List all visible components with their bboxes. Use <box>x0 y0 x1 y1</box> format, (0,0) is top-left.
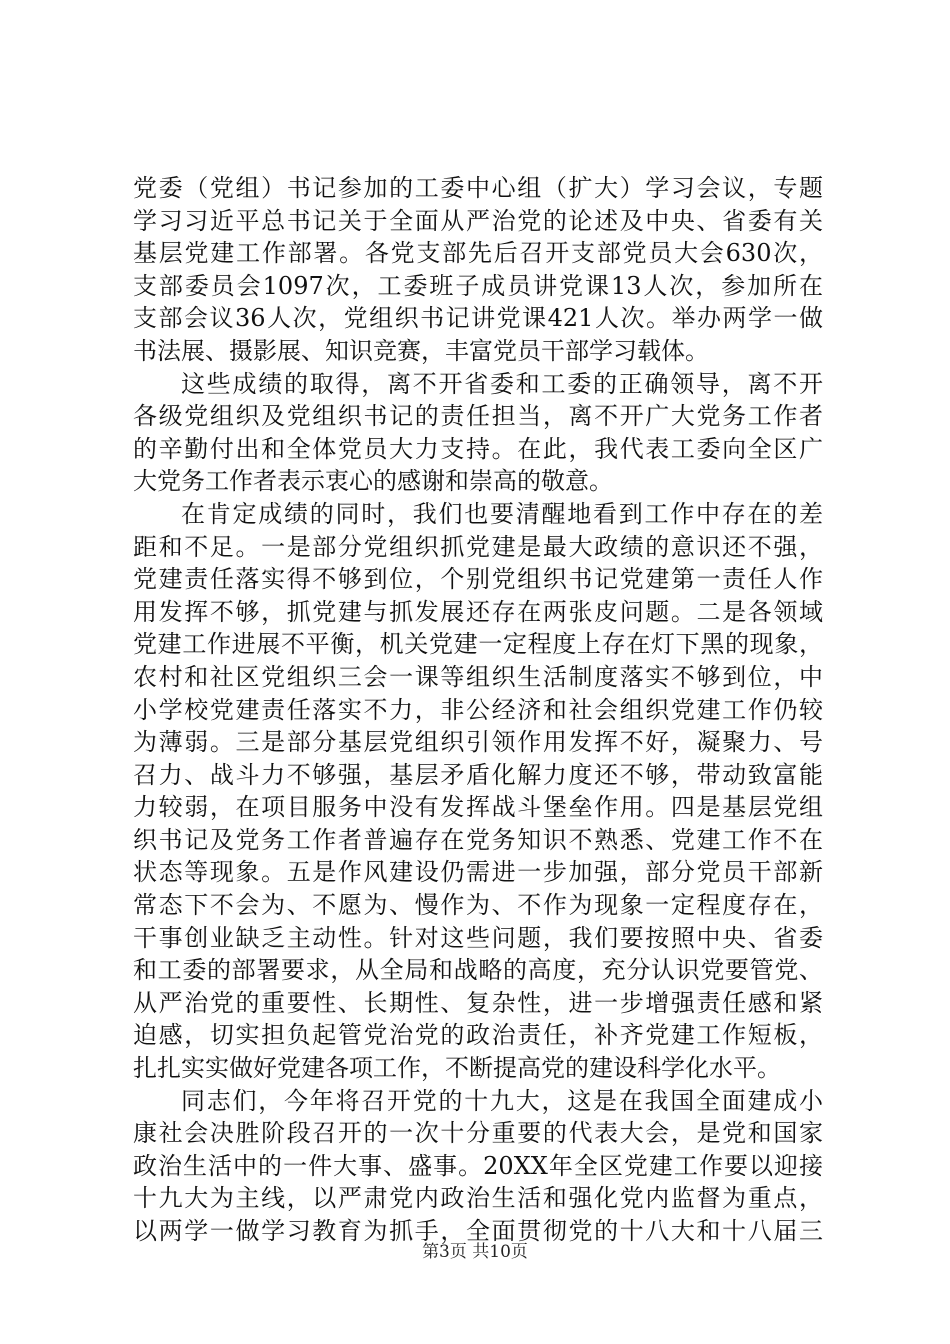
text-line: 学习习近平总书记关于全面从严治党的论述及中央、省委有关 <box>133 206 823 235</box>
text-line: 这些成绩的取得，离不开省委和工委的正确领导，离不开 <box>181 369 823 398</box>
text-line: 十九大为主线，以严肃党内政治生活和强化党内监督为重点， <box>133 1184 823 1213</box>
text-line: 康社会决胜阶段召开的一次十分重要的代表大会，是党和国家 <box>133 1119 823 1148</box>
text-line: 召力、战斗力不够强，基层矛盾化解力度还不够，带动致富能 <box>133 760 823 789</box>
text-line: 常态下不会为、不愿为、慢作为、不作为现象一定程度存在， <box>133 891 823 920</box>
text-line: 为薄弱。三是部分基层党组织引领作用发挥不好，凝聚力、号 <box>133 728 823 757</box>
text-line: 党建工作进展不平衡，机关党建一定程度上存在灯下黑的现象， <box>133 630 823 659</box>
paragraph-2 <box>133 368 823 498</box>
text-line: 距和不足。一是部分党组织抓党建是最大政绩的意识还不强， <box>133 532 823 561</box>
text-line: 的辛勤付出和全体党员大力支持。在此，我代表工委向全区广 <box>133 434 823 463</box>
text-line: 和工委的部署要求，从全局和战略的高度，充分认识党要管党、 <box>133 956 823 985</box>
text-line: 政治生活中的一件大事、盛事。20XX年全区党建工作要以迎接 <box>133 1151 823 1180</box>
paragraph-1 <box>133 172 823 368</box>
text-line: 力较弱，在项目服务中没有发挥战斗堡垒作用。四是基层党组 <box>133 793 823 822</box>
text-line: 支部会议36人次，党组织书记讲党课421人次。举办两学一做 <box>133 304 823 333</box>
text-line: 用发挥不够，抓党建与抓发展还存在两张皮问题。二是各领域 <box>133 597 823 626</box>
text-line: 同志们，今年将召开党的十九大，这是在我国全面建成小 <box>181 1086 823 1115</box>
text-line: 状态等现象。五是作风建设仍需进一步加强，部分党员干部新 <box>133 858 823 887</box>
text-line: 以两学一做学习教育为抓手，全面贯彻党的十八大和十八届三 <box>133 1217 823 1245</box>
body-text <box>133 172 823 1248</box>
text-line: 书法展、摄影展、知识竞赛，丰富党员干部学习载体。 <box>133 336 709 365</box>
text-line: 迫感，切实担负起管党治党的政治责任，补齐党建工作短板， <box>133 1021 823 1050</box>
text-line: 支部委员会1097次，工委班子成员讲党课13人次，参加所在 <box>133 271 823 300</box>
paragraph-4 <box>133 1085 823 1248</box>
text-line: 从严治党的重要性、长期性、复杂性，进一步增强责任感和紧 <box>133 988 823 1017</box>
text-line: 各级党组织及党组织书记的责任担当，离不开广大党务工作者 <box>133 402 823 431</box>
text-line: 农村和社区党组织三会一课等组织生活制度落实不够到位，中 <box>133 662 823 691</box>
text-line: 小学校党建责任落实不力，非公经济和社会组织党建工作仍较 <box>133 695 823 724</box>
page-number-footer: 第3页 共10页 <box>422 1242 528 1262</box>
text-line: 扎扎实实做好党建各项工作，不断提高党的建设科学化水平。 <box>133 1054 781 1083</box>
text-line: 干事创业缺乏主动性。针对这些问题，我们要按照中央、省委 <box>133 923 823 952</box>
text-line: 在肯定成绩的同时，我们也要清醒地看到工作中存在的差 <box>181 499 823 528</box>
text-line: 大党务工作者表示衷心的感谢和崇高的敬意。 <box>133 467 613 496</box>
text-line: 党委（党组）书记参加的工委中心组（扩大）学习会议，专题 <box>133 174 823 202</box>
text-line: 党建责任落实得不够到位，个别党组织书记党建第一责任人作 <box>133 565 823 594</box>
text-line: 基层党建工作部署。各党支部先后召开支部党员大会630次， <box>133 239 823 268</box>
text-line: 织书记及党务工作者普遍存在党务知识不熟悉、党建工作不在 <box>133 825 823 854</box>
paragraph-3 <box>133 498 823 1085</box>
